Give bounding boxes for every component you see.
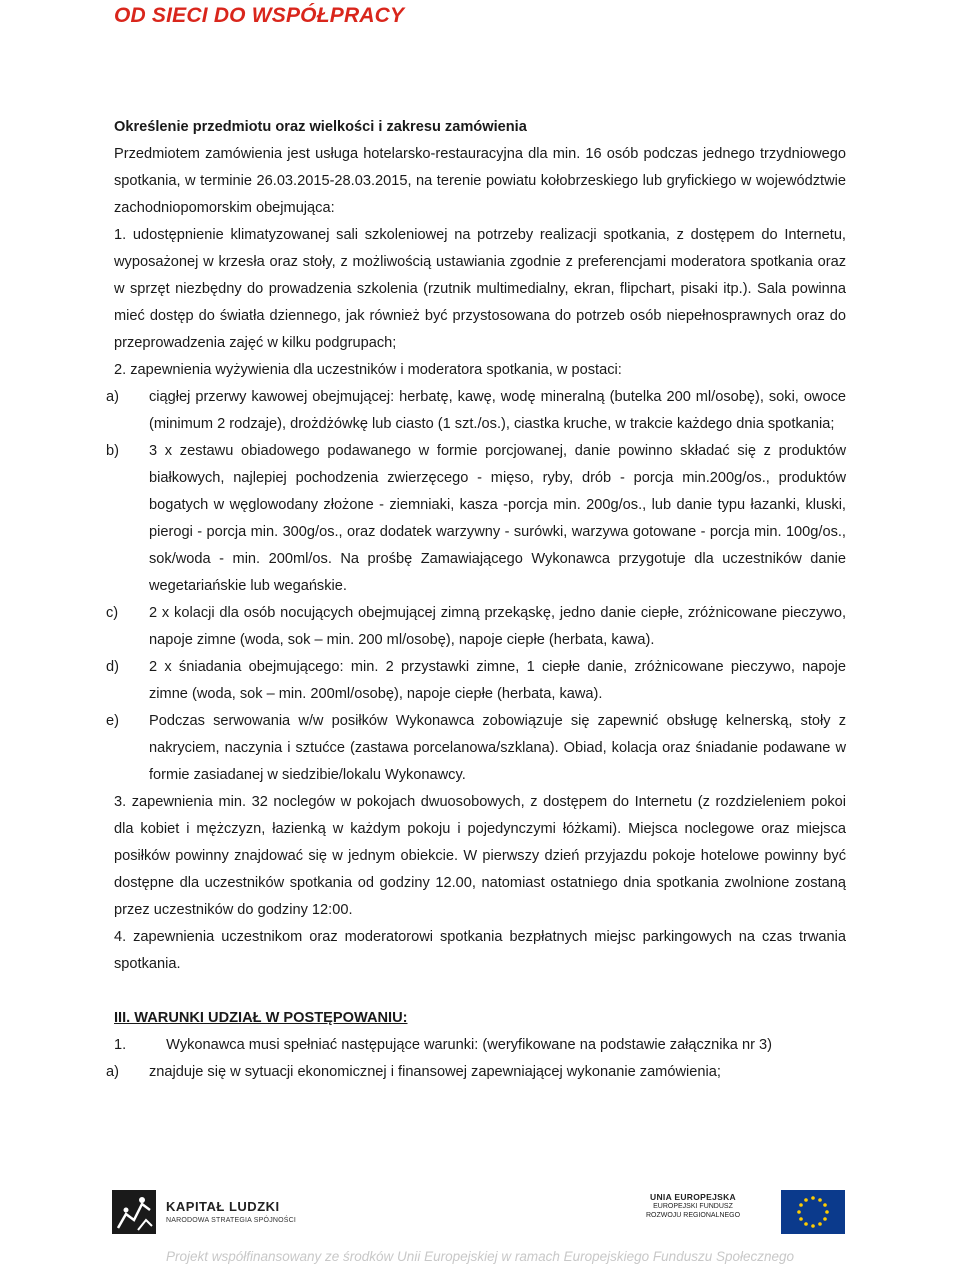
eu-logo <box>605 1188 845 1236</box>
kapital-ludzki-emblem-icon <box>112 1190 156 1234</box>
item-3-paragraph: 3. zapewnienia min. 32 noclegów w pokojach dwuosobowych, z dostępem do Internetu (z rozdzieleniem pokoi dla kobiet i mężczyzn, łazienką w każdym pokoju i pojedynczymi łóżkami). Miejsca noclegowe oraz miejsca posiłków powinny znajdować się w jednym obiekcie. W pierwszy dzień przyjazdu pokoje hotelowe powinny być dostępne dla uczestników spotkania od godziny 12.00, natomiast ostatniego dnia spotkania zwolnione zostaną przez uczestników do godziny 12:00. <box>114 794 846 918</box>
document-body <box>106 114 846 1086</box>
catering-sublist <box>106 384 846 789</box>
list-item-text: 2 x kolacji dla osób nocujących obejmującej zimną przekąskę, jedno danie ciepłe, zróżnicowane pieczywo, napoje zimne (woda, sok – min. 200 ml/osobę), napoje ciepłe (herbata, kawa). <box>149 605 846 648</box>
page-footer <box>0 1180 960 1273</box>
section-3-item-1-label: 1. <box>114 1037 127 1053</box>
section-3-sub-a <box>106 1059 846 1086</box>
item-1-paragraph: 1. udostępnienie klimatyzowanej sali szkoleniowej na potrzeby realizacji spotkania, z dostępem do Internetu, wyposażonej w krzesła oraz stoły, z możliwością ustawiania zgodnie z preferencjami moderatora spotkania oraz w sprzęt niezbędny do prowadzenia szkolenia (rzutnik multimedialny, ekran, flipchart, pisaki itp.). Sala powinna mieć dostęp do światła dziennego, jak również być przystosowana do potrzeb osób niepełnosprawnych oraz do przeprowadzenia zajęć w kilku podgrupach; <box>114 227 846 351</box>
section-3-item-1-text: Wykonawca musi spełniać następujące warunki: (weryfikowane na podstawie załącznika nr 3) <box>166 1037 772 1053</box>
list-item-text: znajduje się w sytuacji ekonomicznej i finansowej zapewniającej wykonanie zamówienia; <box>149 1064 721 1080</box>
section-spacer <box>114 978 846 1005</box>
kapital-ludzki-subtitle: NARODOWA STRATEGIA SPÓJNOŚCI <box>166 1217 297 1224</box>
list-item-label: b) <box>106 443 119 459</box>
eu-logo-line-2: EUROPEJSKI FUNDUSZ <box>653 1203 733 1210</box>
list-item <box>106 438 846 600</box>
list-item-label: d) <box>106 659 119 675</box>
section-heading: Określenie przedmiotu oraz wielkości i zakresu zamówienia <box>114 119 527 135</box>
eu-logo-line-3: ROZWOJU REGIONALNEGO <box>645 1212 741 1219</box>
item-2-paragraph: 2. zapewnienia wyżywienia dla uczestników i moderatora spotkania, w postaci: <box>114 362 622 378</box>
list-item-text: ciągłej przerwy kawowej obejmującej: herbatę, kawę, wodę mineralną (butelka 200 ml/osobę), soki, owoce (minimum 2 rodzaje), drożdżówkę lub ciasto (1 szt./os.), ciastka kruche, w trakcie każdego dnia spotkania; <box>149 389 846 432</box>
list-item-text: 3 x zestawu obiadowego podawanego w formie porcjowanej, danie powinno składać się z produktów białkowych, najlepiej pochodzenia zwierzęcego - mięso, ryby, drób - porcja min.200g/os., produktów bogatych w węglowodany złożone - ziemniaki, kasza -porcja min. 200g/os., lub danie typu łazanki, kluski, pierogi - porcja min. 300g/os., oraz dodatek warzywny - surówki, warzywa gotowane - porcja min. 100g/os., sok/woda - min. 200ml/os. Na prośbę Zamawiającego Wykonawca przygotuje dla uczestników danie wegetariańskie lub wegańskie. <box>149 443 846 594</box>
list-item <box>106 654 846 708</box>
list-item-label: a) <box>106 389 119 405</box>
list-item <box>106 600 846 654</box>
kapital-ludzki-name: KAPITAŁ LUDZKI <box>166 1199 280 1214</box>
eu-flag-icon <box>781 1190 845 1234</box>
list-item-text: 2 x śniadania obejmującego: min. 2 przystawki zimne, 1 ciepłe danie, zróżnicowane pieczywo, napoje zimne (woda, sok – min. 200ml/osobę), napoje ciepłe (herbata, kawa). <box>149 659 846 702</box>
list-item-text: Podczas serwowania w/w posiłków Wykonawca zobowiązuje się zapewnić obsługę kelnerską, stoły z nakryciem, naczynia i sztućce (zastawa porcelanowa/szklana). Obiad, kolacja oraz śniadanie podawane w formie zasiadanej w siedzibie/lokalu Wykonawcy. <box>149 713 846 783</box>
list-item-label: e) <box>106 713 119 729</box>
item-4-paragraph: 4. zapewnienia uczestnikom oraz moderatorowi spotkania bezpłatnych miejsc parkingowych na czas trwania spotkania. <box>114 929 846 972</box>
eu-logo-line-1: UNIA EUROPEJSKA <box>650 1192 736 1202</box>
kapital-ludzki-logo <box>112 1190 312 1234</box>
intro-paragraph: Przedmiotem zamówienia jest usługa hotelarsko-restauracyjna dla min. 16 osób podczas jednego trzydniowego spotkania, w terminie 26.03.2015-28.03.2015, na terenie powiatu kołobrzeskiego lub gryfickiego w województwie zachodniopomorskim obejmująca: <box>114 146 846 216</box>
list-item <box>106 708 846 789</box>
section-3-heading: III. WARUNKI UDZIAŁ W POSTĘPOWANIU: <box>114 1010 408 1026</box>
list-item <box>106 384 846 438</box>
list-item-label: c) <box>106 605 119 621</box>
list-item-label: a) <box>106 1064 119 1080</box>
eu-logo-text <box>613 1192 773 1220</box>
section-3-item-1 <box>114 1032 846 1059</box>
document-header-title: OD SIECI DO WSPÓŁPRACY <box>114 4 405 27</box>
footer-funding-text: Projekt współfinansowany ze środków Unii Europejskiej w ramach Europejskiego Funduszu Społecznego <box>165 1249 795 1264</box>
